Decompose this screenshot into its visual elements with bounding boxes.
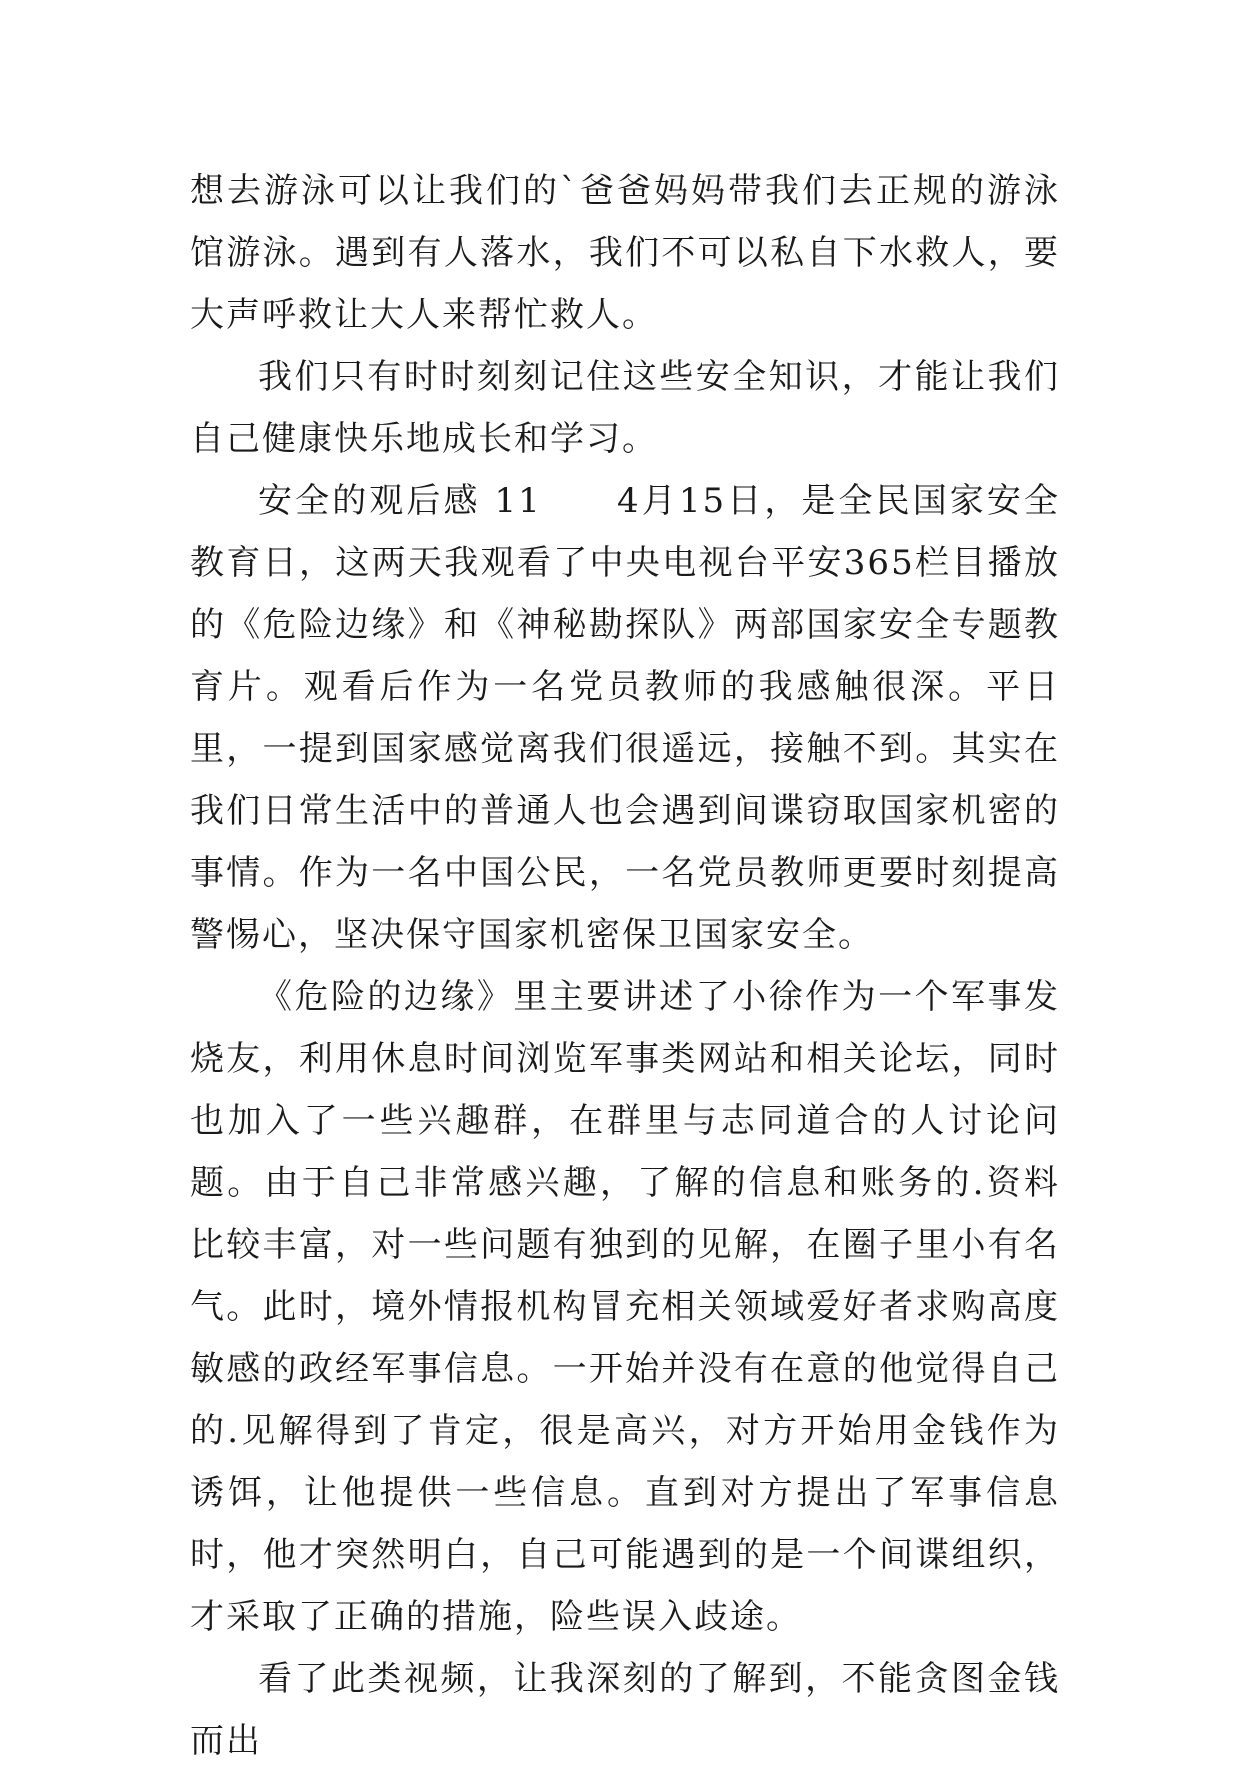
paragraph-national-security-day: 安全的观后感 11 4月15日，是全民国家安全教育日，这两天我观看了中央电视台平安365栏目播放的《危险边缘》和《神秘勘探队》两部国家安全专题教育片。观看后作为一名党员教师的我感触很深。平日里，一提到国家感觉离我们很遥远，接触不到。其实在我们日常生活中的普通人也会遇到间谍窃取国家机密的事情。作为一名中国公民，一名党员教师更要时刻提高警惕心，坚决保守国家机密保卫国家安全。 [190, 481, 1060, 955]
paragraph-swimming-continuation: 想去游泳可以让我们的`爸爸妈妈带我们去正规的游泳馆游泳。遇到有人落水，我们不可以私自下水救人，要大声呼救让大人来帮忙救人。 [190, 171, 1060, 335]
paragraph-danger-edge-story: 《危险的边缘》里主要讲述了小徐作为一个军事发烧友，利用休息时间浏览军事类网站和相关论坛，同时也加入了一些兴趣群，在群里与志同道合的人讨论问题。由于自己非常感兴趣，了解的信息和账务的.资料比较丰富，对一些问题有独到的见解，在圈子里小有名气。此时，境外情报机构冒充相关领域爱好者求购高度敏感的政经军事信息。一开始并没有在意的他觉得自己的.见解得到了肯定，很是高兴，对方开始用金钱作为诱饵，让他提供一些信息。直到对方提出了军事信息时，他才突然明白，自己可能遇到的是一个间谍组织，才采取了正确的措施，险些误入歧途。 [190, 977, 1060, 1637]
paragraph-reflection: 看了此类视频，让我深刻的了解到，不能贪图金钱而出 [190, 1659, 1060, 1761]
paragraph-safety-knowledge: 我们只有时时刻刻记住这些安全知识，才能让我们自己健康快乐地成长和学习。 [190, 357, 1060, 459]
body-text [190, 160, 1060, 1772]
